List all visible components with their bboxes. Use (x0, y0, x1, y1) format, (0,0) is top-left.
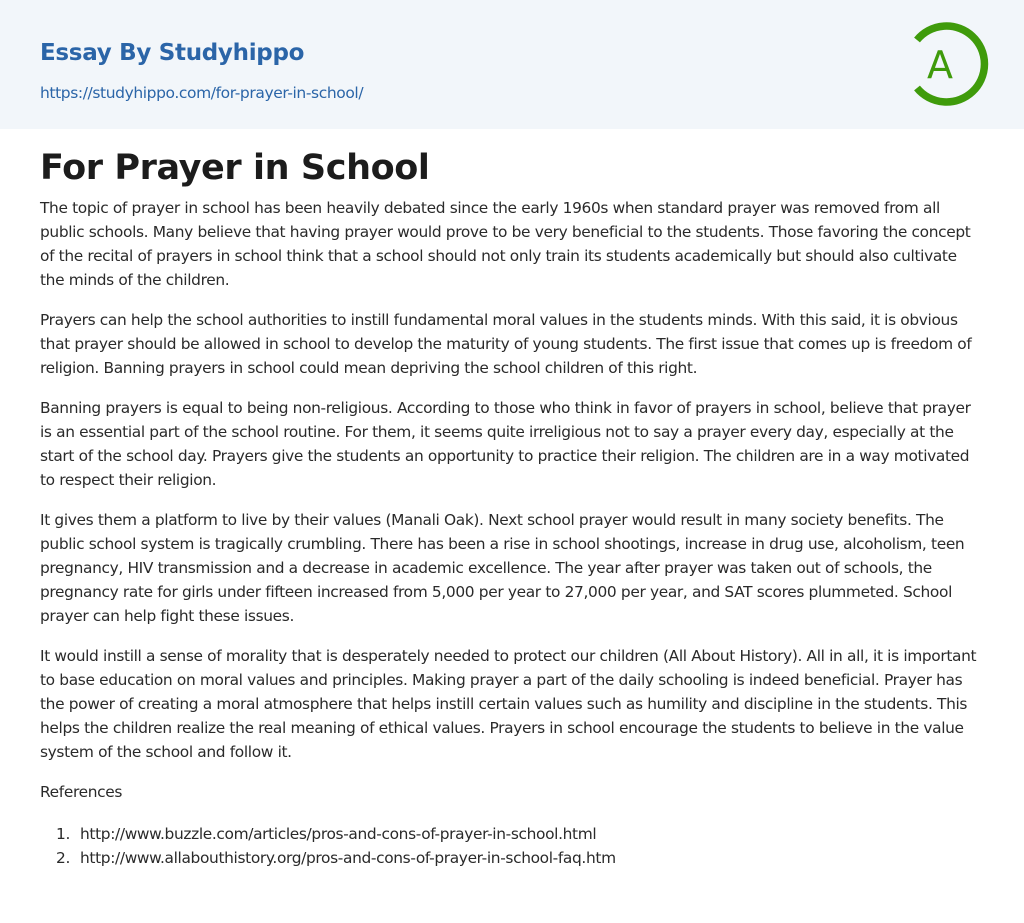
reference-item (40, 846, 984, 870)
reference-link[interactable]: http://www.buzzle.com/articles/pros-and-cons-of-prayer-in-school.html (80, 825, 597, 843)
reference-link[interactable]: http://www.allabouthistory.org/pros-and-cons-of-prayer-in-school-faq.htm (80, 849, 616, 867)
paragraph: Banning prayers is equal to being non-religious. According to those who think in favor of prayers in school, believe that prayer is an essential part of the school routine. For them, it seems quite irreligious not to say a prayer every day, especially at the start of the school day. Prayers give the students an opportunity to practice their religion. The children are in a way motivated to respect their religion. (40, 399, 971, 489)
studyhippo-logo-icon[interactable] (900, 14, 1000, 114)
references-list (40, 822, 984, 870)
references-heading: References (40, 783, 123, 801)
reference-item (40, 822, 984, 846)
logo-svg (900, 14, 1000, 114)
essay-url-link[interactable]: https://studyhippo.com/for-prayer-in-school/ (40, 84, 364, 102)
paragraph: Prayers can help the school authorities to instill fundamental moral values in the students minds. With this said, it is obvious that prayer should be allowed in school to develop the maturity of young students. The first issue that comes up is freedom of religion. Banning prayers in school could mean depriving the school children of this right. (40, 311, 972, 377)
reference-number: 2. (56, 849, 70, 867)
paragraph: The topic of prayer in school has been heavily debated since the early 1960s when standard prayer was removed from all public schools. Many believe that having prayer would prove to be very beneficial to the students. Those favoring the concept of the recital of prayers in school think that a school should not only train its students academically but should also cultivate the minds of the children. (40, 199, 971, 289)
logo-letter: A (927, 43, 953, 87)
reference-number: 1. (56, 825, 70, 843)
brand-title: Essay By Studyhippo (40, 40, 305, 66)
article (40, 144, 984, 870)
paragraph: It would instill a sense of morality that is desperately needed to protect our children (All About History). All in all, it is important to base education on moral values and principles. Making prayer a part of the daily schooling is indeed beneficial. Prayer has the power of creating a moral atmosphere that helps instill certain values such as humility and discipline in the students. This helps the children realize the real meaning of ethical values. Prayers in school encourage the students to believe in the value system of the school and follow it. (40, 647, 977, 761)
page-title: For Prayer in School (40, 148, 430, 188)
site-header (0, 0, 1024, 129)
paragraph: It gives them a platform to live by their values (Manali Oak). Next school prayer would result in many society benefits. The public school system is tragically crumbling. There has been a rise in school shootings, increase in drug use, alcoholism, teen pregnancy, HIV transmission and a decrease in academic excellence. The year after prayer was taken out of schools, the pregnancy rate for girls under fifteen increased from 5,000 per year to 27,000 per year, and SAT scores plummeted. School prayer can help fight these issues. (40, 511, 965, 625)
